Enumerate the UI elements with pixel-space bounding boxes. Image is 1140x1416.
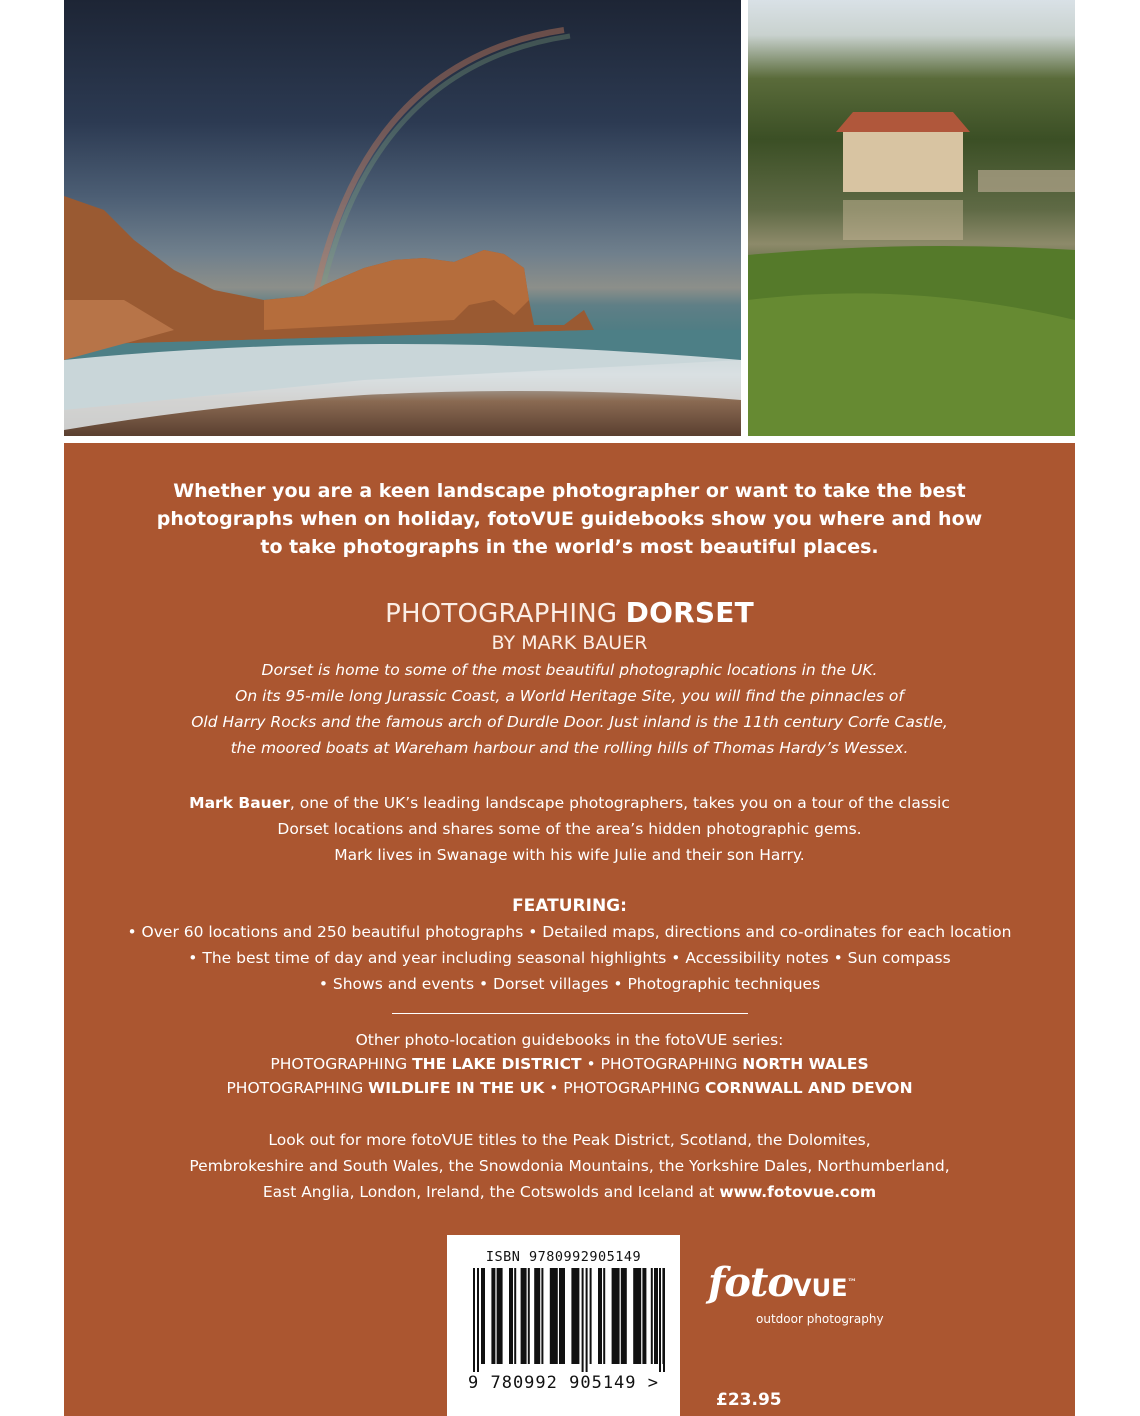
barcode-bar: [509, 1268, 513, 1364]
logo-trademark: ™: [847, 1278, 856, 1288]
barcode-bar: [571, 1268, 579, 1364]
author-bio-text: , one of the UK’s leading landscape photographers, takes you on a tour of the classic: [289, 794, 950, 812]
logo-foto: foto: [708, 1259, 794, 1306]
barcode-bar: [612, 1268, 620, 1364]
intro-line: Whether you are a keen landscape photographer or want to take the best: [173, 480, 966, 502]
featuring-line: • Shows and events • Dorset villages • Photographic techniques: [318, 975, 821, 993]
series-title: NORTH WALES: [742, 1055, 869, 1073]
barcode-bar: [481, 1268, 485, 1364]
description-line: Old Harry Rocks and the famous arch of Durdle Door. Just inland is the 11th century Corfe Castle,: [191, 713, 948, 731]
barcode-bar: [497, 1268, 503, 1364]
barcode-bar: [654, 1268, 658, 1364]
series-prefix: PHOTOGRAPHING: [563, 1079, 705, 1097]
price-label: £23.95: [716, 1390, 782, 1410]
series-prefix: PHOTOGRAPHING: [270, 1055, 413, 1073]
description-line: On its 95-mile long Jurassic Coast, a World Heritage Site, you will find the pinnacles of: [235, 687, 904, 705]
featuring-line: • Over 60 locations and 250 beautiful photographs • Detailed maps, directions and co-ordinates for each location: [127, 923, 1012, 941]
author-bio-line: [64, 790, 1075, 816]
website-link[interactable]: www.fotovue.com: [719, 1183, 877, 1201]
barcode-bar: [621, 1268, 627, 1364]
fotovue-logo: [708, 1260, 888, 1330]
barcode-bar: [590, 1268, 592, 1364]
more-titles-note: [64, 1127, 1075, 1205]
series-line: [64, 1052, 1075, 1076]
byline: BY MARK BAUER: [491, 632, 648, 654]
description-line: Dorset is home to some of the most beautiful photographic locations in the UK.: [261, 661, 878, 679]
barcode-graphic: [473, 1268, 665, 1372]
description-line: the moored boats at Wareham harbour and the rolling hills of Thomas Hardy’s Wessex.: [230, 739, 909, 757]
intro-line: to take photographs in the world’s most beautiful places.: [260, 536, 879, 558]
barcode-bar: [521, 1268, 527, 1364]
barcode-bar: [550, 1268, 558, 1364]
more-titles-line: Pembrokeshire and South Wales, the Snowdonia Mountains, the Yorkshire Dales, Northumberland,: [189, 1157, 950, 1175]
series-prefix: PHOTOGRAPHING: [600, 1055, 743, 1073]
barcode-bar: [541, 1268, 543, 1364]
series-title: CORNWALL AND DEVON: [705, 1079, 913, 1097]
book-description: [64, 657, 1075, 761]
author-bio-line: Dorset locations and shares some of the area’s hidden photographic gems.: [277, 820, 862, 838]
author-bio-line: Mark lives in Swanage with his wife Julie and their son Harry.: [334, 846, 805, 864]
durdle-door-illustration: [64, 0, 741, 436]
barcode-bar: [642, 1268, 646, 1364]
series-line: [64, 1076, 1075, 1100]
more-titles-line: Look out for more fotoVUE titles to the Peak District, Scotland, the Dolomites,: [268, 1131, 871, 1149]
intro-line: photographs when on holiday, fotoVUE guidebooks show you where and how: [156, 508, 983, 530]
series-title: THE LAKE DISTRICT: [412, 1055, 582, 1073]
series-title: WILDLIFE IN THE UK: [368, 1079, 545, 1097]
book-title-main: DORSET: [625, 596, 754, 629]
barcode-bar: [491, 1268, 495, 1364]
featuring-heading: FEATURING:: [512, 896, 627, 916]
author-bio: [64, 790, 1075, 868]
logo-tagline: outdoor photography: [756, 1312, 884, 1326]
barcode-bar: [477, 1268, 479, 1372]
series-separator: •: [581, 1055, 601, 1073]
series-intro: Other photo-location guidebooks in the fotoVUE series:: [355, 1031, 784, 1049]
series-list: [64, 1028, 1075, 1100]
barcode-bar: [534, 1268, 540, 1364]
barcode-bar: [598, 1268, 602, 1364]
featuring-list: [64, 919, 1075, 997]
barcode-bar: [473, 1268, 475, 1372]
barcode-bar: [603, 1268, 605, 1364]
series-prefix: PHOTOGRAPHING: [226, 1079, 369, 1097]
logo-vue: VUE: [793, 1274, 848, 1302]
more-titles-line: [64, 1179, 1075, 1205]
isbn-label: ISBN 9780992905149: [485, 1249, 642, 1265]
logo-wordmark: [708, 1260, 888, 1311]
mill-pond-photo: [748, 0, 1075, 436]
intro-blurb: [64, 477, 1075, 561]
barcode-bar: [633, 1268, 641, 1364]
barcode-bar: [586, 1268, 588, 1372]
book-title-prefix: PHOTOGRAPHING: [385, 599, 626, 629]
isbn-digits: 9 780992 905149 >: [468, 1373, 659, 1393]
back-cover-panel: [64, 443, 1075, 1416]
barcode-bar: [663, 1268, 665, 1372]
more-titles-text: East Anglia, London, Ireland, the Cotswolds and Iceland at: [262, 1183, 720, 1201]
series-separator: •: [544, 1079, 564, 1097]
barcode-bar: [582, 1268, 584, 1372]
barcode-bar: [651, 1268, 653, 1364]
barcode-bar: [559, 1268, 565, 1364]
author-name: Mark Bauer: [189, 794, 290, 812]
mill-pond-illustration: [748, 0, 1075, 436]
section-divider: [392, 1013, 748, 1014]
featuring-line: • The best time of day and year including seasonal highlights • Accessibility notes • Sun compass: [188, 949, 951, 967]
book-title: [64, 596, 1075, 631]
barcode-bar: [528, 1268, 530, 1364]
barcode-bar: [514, 1268, 516, 1364]
durdle-door-photo: [64, 0, 741, 436]
barcode-bar: [659, 1268, 661, 1372]
isbn-barcode-box: [447, 1235, 680, 1416]
